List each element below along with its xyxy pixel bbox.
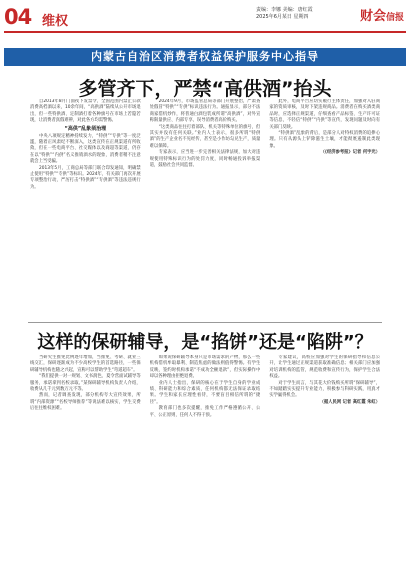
byline: （据人民网 记者 高红霞 朱虹） bbox=[319, 399, 381, 405]
paragraph: 对于学生而言，与其花大价钱购买所谓“保研辅导”，不如踏踏实实提升专业能力，积极参与科研实践，用真才实学赢得机会。 bbox=[269, 380, 381, 399]
paragraph: 教育部门也多次提醒，推免工作严格遵循公开、公平、公正原则，任何人不得干预。 bbox=[149, 406, 261, 418]
header-rule bbox=[4, 31, 406, 33]
article1-column-1 bbox=[30, 99, 141, 319]
article2-body bbox=[30, 355, 380, 568]
paragraph: 专家建议，高校应加强对学生的保研指导和信息公开，让学生通过正规渠道获取准确信息；相关部门应加强对培训机构的监管，规范收费和宣传行为，保护学生合法权益。 bbox=[269, 355, 381, 380]
paragraph: 当研究生推免比例逐年增加，当推免、考研、就业三线交汇，保研逐渐成为不少高校学生的首选路径，一些保研辅导机构也随之兴起，宣称可以帮助学生“弯道超车”。 bbox=[30, 355, 141, 373]
paragraph: 2013年5月，工商总局等部门联合印发通知，明确禁止使用“特供”“专供”等标识。2024年，有关部门再次开展专项整治行动，严厉打击“特供酒”“专供酒”等违法违规行为。 bbox=[30, 165, 141, 190]
article2-headline: 这样的保研辅导，是“掐饼”还是“陷阱”？ bbox=[37, 332, 373, 353]
paragraph: 如果说保研辅导本身只是市场需求的产物，那么一些机构借机牟取暴利、制造焦虑的做法则值得警惕。有学生反映，签约时机构承诺“不成功全额退款”，但实际操作中却以各种理由拒绝退费。 bbox=[149, 355, 261, 380]
article-divider bbox=[28, 322, 382, 323]
paragraph: 中央八项规定精神持续发力，“特供”“专供”等一度泛滥，随着正风肃纪不断深入，这类宣传在正规渠道有所收敛，但在一些电商平台、社交媒体以及商超等渠道，仍存在以“特供”“内供”名义推销酒水的现象，消费者稍不注意就会上当受骗。 bbox=[30, 133, 141, 165]
paragraph: 然而，记者调查发现，部分机构夸大宣传效果，所谓“内部资源”“名校导师推荐”等说法难以核实，学生交费后往往维权困难。 bbox=[30, 393, 141, 412]
brand-sub: 信报 bbox=[385, 13, 404, 23]
paragraph: “这类商品往往打着部队、机关等特殊单位的旗号，但其实并没有任何关联。”业内人士表示，很多所谓“特供酒”的生产企业名不见经传，甚至是小作坊勾兑生产，质量难以保障。 bbox=[149, 124, 261, 149]
paragraph: 业内人士指出，保研的核心在于学生自身的学业成绩、科研能力和综合素质，任何机构都无法保证录取结果。学生和家长应理性看待，不要盲目相信所谓的“捷径”。 bbox=[149, 380, 261, 405]
issue-meta bbox=[256, 7, 313, 21]
section-banner: 内蒙古自治区消费者权益保护服务中心指导 bbox=[4, 48, 406, 66]
article1-column-2 bbox=[150, 99, 261, 319]
article2-column-1 bbox=[30, 355, 141, 568]
article1-headline: 多管齐下，严禁“高供酒”抬头 bbox=[78, 78, 332, 100]
brand-main: 财会 bbox=[359, 9, 386, 24]
editor-line: 责编：李娜 美编：唐红霞 bbox=[256, 7, 313, 13]
subheading: “高供”乱象须治理 bbox=[64, 125, 107, 132]
date-line: 2025年6月某日 星期四 bbox=[256, 14, 309, 20]
paragraph: “我们提供一对一规划、文书润色、夏令营面试辅导等服务，承诺拿到名校录取。”某保研辅导机构负责人介绍，收费从几千元到数万元不等。 bbox=[30, 374, 141, 393]
paragraph: 2024年9月，市场监管总局等部门开展整治，严肃查处假冒“特供”“专供”标识违法行为。通报显示，部分不法商家借机炒作，将普通白酒包装成所谓“高供酒”，对外宣称限量供应、内部专享，误导消费者高价购买。 bbox=[149, 99, 261, 124]
paragraph: 此外，电商平台应切实履行主体责任，加强对入驻商家的资质审核，及时下架违规商品。消费者在购买酒类商品时，应选择正规渠道，仔细查看产品标签、生产许可证等信息，不轻信“特供”“内供”等宣传，发现问题及时向有关部门反映。 bbox=[269, 99, 381, 130]
article1-body bbox=[30, 99, 380, 319]
paragraph: 专家表示，应当进一步完善相关法律法规，加大对违规使用特殊标识行为的处罚力度，同时畅通投诉举报渠道，鼓励社会共同监督。 bbox=[149, 150, 261, 169]
article2-column-3 bbox=[269, 355, 380, 568]
paragraph: 自2013年8月门面夜下发禁令，全国范围内禁止公款消费高档酒以来，10余年间，“高供酒”陆续从公开市场退出，但一些特供酒、定制酒打着各种旗号在市场上若隐若现，让消费者真假难辨，对此各方均需警惕。 bbox=[30, 99, 141, 124]
article2-column-2 bbox=[150, 355, 261, 568]
page-header bbox=[0, 0, 410, 40]
section-name: 维权 bbox=[42, 14, 69, 29]
page-number: 04 bbox=[4, 5, 32, 29]
byline: （《经济参考报》记者 何宇光） bbox=[320, 150, 381, 156]
masthead-brand bbox=[360, 5, 404, 24]
paragraph: “特供酒”乱象的背后，是部分人对特权消费的追捧心理。只有从源头上铲除滋生土壤，才能彻底遏制此类现象。 bbox=[269, 131, 381, 149]
article1-column-3 bbox=[269, 99, 380, 319]
